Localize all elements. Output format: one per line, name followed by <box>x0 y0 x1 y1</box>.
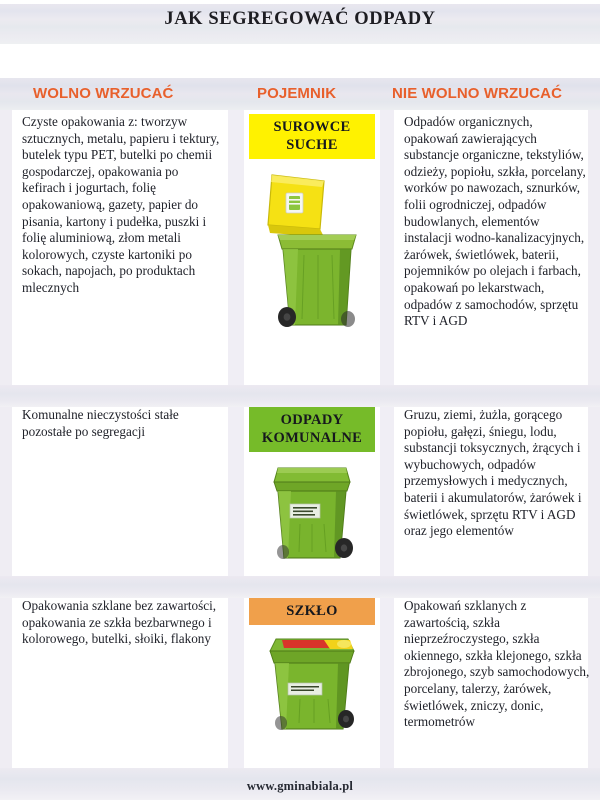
bin-label-line2: KOMUNALNE <box>261 430 363 446</box>
cell-allowed-surowce <box>22 114 224 297</box>
bin-label-surowce-suche <box>249 114 375 159</box>
bin-label-line1: SZKŁO <box>286 603 338 619</box>
cell-allowed-komunalne <box>22 407 224 440</box>
column-header-allowed: WOLNO WRZUCAĆ <box>33 85 174 102</box>
table-row <box>0 407 600 576</box>
bin-label-szklo <box>249 598 375 625</box>
cell-container-surowce <box>244 114 380 335</box>
cell-container-komunalne <box>244 407 380 570</box>
cell-container-szklo <box>244 598 380 741</box>
forbidden-text: Odpadów organicznych, opakowań zawierających substancje organiczne, tekstyliów, odzieży, popiołu, szkła, porcelany, worków po nawozach, sznurków, folii ogrodniczej, odpadów budowlanych, elementów instalacji wodno-kanalizacyjnych, żarówek, świetlówek, baterii, pojemników po olejach i farbach, opakowań po lekarstwach, odpadów z samochodów, sprzętu RTV i AGD <box>404 114 586 329</box>
column-header-forbidden: NIE WOLNO WRZUCAĆ <box>392 85 563 102</box>
allowed-text: Czyste opakowania z: tworzyw sztucznych, metalu, papieru i tektury, butelek typu PET, butelki po chemii gospodarczej, opakowania po kefirach i jogurtach, folię opakowaniową, gazety, papier do pisania, kartony i pudełka, puszki i folię aluminiową, złom metali kolorowych, czyste kartoniki po sokach, napojach, po produktach mlecznych <box>22 114 220 295</box>
cell-forbidden-komunalne <box>404 407 590 540</box>
bin-label-odpady-komunalne <box>249 407 375 452</box>
footer-url: www.gminabiala.pl <box>246 779 354 793</box>
forbidden-text: Opakowań szklanych z zawartością, szkła nieprzeźroczystego, szkła okiennego, szkła klejonego, szkła zbrojonego, szyb samochodowych, porcelany, talerzy, żarówek, świetlówek, zniczy, donic, termometrów <box>404 598 590 730</box>
cell-forbidden-szklo <box>404 598 590 731</box>
bin-label-line2: SUCHE <box>286 137 338 153</box>
bin-label-line1: SUROWCE <box>273 119 351 135</box>
bin-icon-odpady-komunalne <box>264 460 360 570</box>
row-divider-2 <box>0 576 600 598</box>
allowed-text: Opakowania szklane bez zawartości, opakowania ze szkła bezbarwnego i kolorowego, butelki, słoiki, flakony <box>22 598 217 647</box>
page-title: JAK SEGREGOWAĆ ODPADY <box>164 9 436 29</box>
cell-forbidden-surowce <box>404 114 590 330</box>
row-divider-1 <box>0 385 600 407</box>
cell-allowed-szklo <box>22 598 224 648</box>
table-row <box>0 114 600 385</box>
table-row <box>0 598 600 768</box>
bin-icon-szklo <box>260 633 364 741</box>
bin-icon-surowce-suche <box>256 167 368 335</box>
forbidden-text: Gruzu, ziemi, żużla, gorącego popiołu, gałęzi, śniegu, lodu, substancji toksycznych, żrących i wybuchowych, odpadów przemysłowych i medycznych, baterii i akumulatorów, żarówek i świetlówek, sprzętu RTV i AGD oraz jego elementów <box>404 407 582 539</box>
column-header-container: POJEMNIK <box>257 85 337 102</box>
bin-label-line1: ODPADY <box>280 412 344 428</box>
allowed-text: Komunalne nieczystości stałe pozostałe po segregacji <box>22 407 179 439</box>
